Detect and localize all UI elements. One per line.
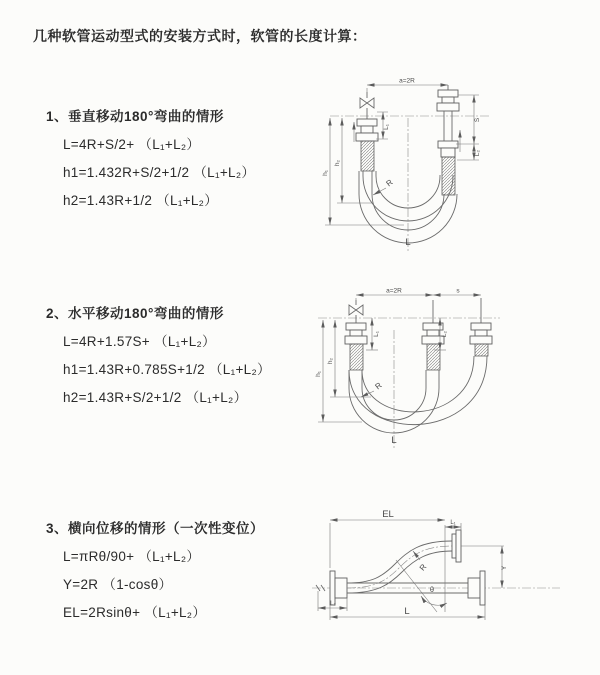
- dim-label-l1: L₁: [373, 331, 380, 337]
- section-3-formula-Y: Y=2R （1-cosθ）: [63, 577, 173, 592]
- valve-icon: [360, 98, 374, 108]
- pipe-fitting: [471, 323, 491, 330]
- diagram-vertical-u-bend: [313, 70, 565, 262]
- dim-label-l2: L₂: [330, 601, 336, 607]
- radius-label: R: [384, 177, 395, 189]
- dim-label-h2: h₂: [334, 159, 341, 167]
- section-2-formula-h2: h2=1.43R+S/2+1/2 （L₁+L₂）: [63, 390, 248, 405]
- pipe-fitting: [438, 90, 458, 97]
- dim-label-l: L: [404, 606, 410, 617]
- section-1-formula-h1: h1=1.432R+S/2+1/2 （L₁+L₂）: [63, 165, 256, 180]
- dim-label-h2: h₂: [327, 357, 334, 365]
- flange: [330, 571, 335, 605]
- flange: [452, 534, 456, 558]
- dim-label-el: EL: [382, 509, 394, 520]
- length-label: L: [391, 435, 397, 446]
- dim-label-l1: L₁: [450, 520, 456, 526]
- hose-curve-moved: [349, 356, 487, 425]
- page-title: 几种软管运动型式的安装方式时，软管的长度计算：: [33, 28, 367, 44]
- section-2-heading: 2、水平移动180°弯曲的情形: [46, 306, 224, 321]
- flange: [468, 578, 480, 598]
- dim-label-y: Y: [501, 565, 508, 571]
- dim-label-a2r: a=2R: [386, 287, 402, 295]
- dim-label-s: S: [474, 117, 481, 123]
- dim-label-l2: L₂: [441, 330, 448, 338]
- hose-braid: [350, 344, 363, 370]
- hose-braid: [427, 344, 440, 370]
- section-2-formula-L: L=4R+1.57S+ （L₁+L₂）: [63, 334, 216, 349]
- length-label: L: [405, 237, 411, 248]
- section-1-formula-h2: h2=1.43R+1/2 （L₁+L₂）: [63, 193, 219, 208]
- radius-label: R: [373, 380, 384, 392]
- dim-label-s: s: [456, 287, 460, 295]
- section-3-formula-EL: EL=2Rsinθ+ （L₁+L₂）: [63, 605, 207, 620]
- diagram-lateral-displacement: [303, 502, 588, 654]
- section-lateral-displacement: [46, 517, 264, 627]
- section-1-heading: 1、垂直移动180°弯曲的情形: [46, 109, 224, 124]
- pipe-fitting: [346, 323, 366, 330]
- radius-label: R: [417, 562, 429, 573]
- section-3-heading: 3、横向位移的情形（一次性变位）: [46, 521, 265, 536]
- hose-braid: [361, 141, 374, 171]
- angle-label: θ: [429, 585, 435, 594]
- pipe-fitting: [357, 119, 377, 126]
- hose-braid: [475, 344, 488, 356]
- dim-label-h1: h₁: [315, 371, 322, 377]
- dim-label-a2r: a=2R: [399, 77, 415, 85]
- section-1-formula-L: L=4R+S/2+ （L₁+L₂）: [63, 137, 201, 152]
- valve-icon: [349, 305, 363, 315]
- section-horizontal-motion: [46, 302, 271, 412]
- angle-arc: [421, 596, 447, 605]
- section-3-formula-L: L=πRθ/90+ （L₁+L₂）: [63, 549, 201, 564]
- dim-label-l2: L₂: [474, 149, 481, 157]
- section-vertical-motion: [46, 105, 255, 215]
- diagram-horizontal-u-bend: [313, 283, 565, 455]
- dim-label-l1: L₁: [383, 124, 390, 130]
- dim-label-h1: h₁: [322, 170, 329, 176]
- section-2-formula-h1: h1=1.43R+0.785S+1/2 （L₁+L₂）: [63, 362, 271, 377]
